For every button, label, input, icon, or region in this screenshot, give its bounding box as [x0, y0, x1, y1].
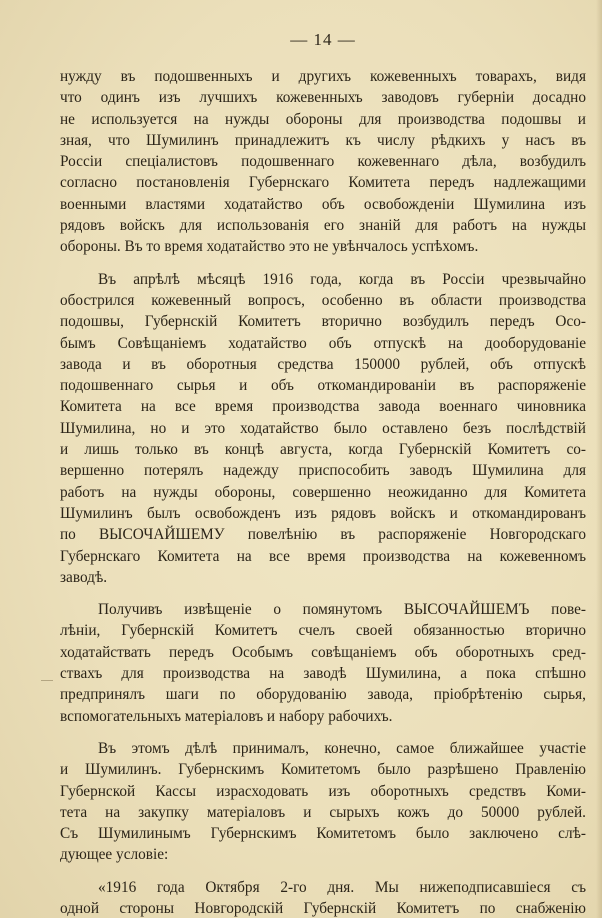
paragraph	[60, 66, 586, 258]
text-line: и лишь только въ концѣ августа, когда Губернскій Комитетъ со-	[60, 441, 586, 459]
body-text	[60, 66, 586, 918]
text-line: лѣніи, Губернскій Комитетъ счелъ своей обязанностью вторично	[60, 622, 586, 640]
text-line: Комитета на все время производства завода военнаго чиновника	[60, 398, 586, 416]
paragraph	[60, 738, 586, 866]
text-line: рядовъ войскъ для использованія его знаній для работъ на нужды	[60, 217, 586, 235]
text-line: заводѣ.	[60, 568, 108, 586]
text-line: предпринялъ шаги по оборудованію завода, пріобрѣтенію сырья,	[60, 686, 586, 704]
text-line: согласно постановленія Губернскаго Комитета передъ надлежащими	[60, 174, 586, 192]
text-line: тета на закупку матеріаловъ и сырыхъ кожъ до 50000 рублей.	[60, 803, 586, 821]
text-line: Губернскаго Комитета на все время производства на кожевенномъ	[60, 547, 586, 565]
text-line: ствахъ для производства на заводѣ Шумилина, а пока спѣшно	[60, 665, 586, 683]
text-line: что одинъ изъ лучшихъ кожевенныхъ заводовъ губерніи досадно	[60, 89, 586, 107]
text-line: вершенно потерялъ надежду приспособить заводъ Шумилина для	[60, 462, 586, 480]
text-line: нужду въ подошвенныхъ и другихъ кожевенныхъ товарахъ, видя	[60, 68, 586, 85]
text-line: Губернской Кассы израсходовать изъ оборотныхъ средствъ Коми-	[60, 782, 586, 800]
text-line: одной стороны Новгородскій Губернскій Комитетъ по снабженію	[60, 899, 586, 917]
text-line: обороны. Въ то время ходатайство это не увѣнчалось успѣхомъ.	[60, 238, 479, 256]
text-line: Шумилина, но и это ходатайство было оставлено безъ послѣдствій	[60, 419, 586, 437]
text-line: по ВЫСОЧАЙШЕМУ повелѣнію въ распоряженіе Новгородскаго	[60, 526, 586, 544]
text-line: и Шумилинъ. Губернскимъ Комитетомъ было разрѣшено Правленію	[60, 761, 586, 779]
text-line: военными властями ходатайство объ освобожденіи Шумилина изъ	[60, 195, 586, 213]
text-line: вспомогательныхъ матеріаловъ и набору рабочихъ.	[60, 707, 393, 725]
page-number: — 14 —	[290, 30, 356, 49]
text-line: Россіи спеціалистовъ подошвеннаго кожевеннаго дѣла, возбудилъ	[60, 153, 586, 171]
text-line: обострился кожевенный вопросъ, особенно въ области производства	[60, 291, 586, 309]
text-line: Съ Шумилинымъ Губернскимъ Комитетомъ было заключено слѣ-	[60, 825, 586, 843]
text-line: не используется на нужды обороны для производства подошвы и	[60, 110, 586, 128]
text-line: подошвы, Губернскій Комитетъ вторично возбудилъ передъ Осо-	[60, 313, 586, 331]
text-line: работъ на нужды обороны, совершенно неожиданно для Комитета	[60, 483, 586, 501]
text-line: ходатайствать передъ Особымъ совѣщаніемъ объ оборотныхъ сред-	[60, 643, 586, 661]
text-line: зная, что Шумилинъ принадлежитъ къ числу рѣдкихъ у насъ въ	[60, 131, 586, 149]
page-edge-shadow	[596, 0, 602, 918]
text-line: дующее условіе:	[60, 846, 169, 864]
text-line: Въ апрѣлѣ мѣсяцѣ 1916 года, когда въ Россіи чрезвычайно	[98, 270, 586, 288]
text-line: завода и въ оборотныя средства 150000 рублей, объ отпускѣ	[60, 355, 586, 373]
paragraph	[60, 269, 586, 588]
text-line: Получивъ извѣщеніе о помянутомъ ВЫСОЧАЙШЕМЪ пове-	[98, 601, 586, 619]
text-line: «1916 года Октября 2-го дня. Мы нижеподписавшiеся съ	[98, 878, 586, 896]
margin-pencil-mark	[41, 680, 53, 681]
text-line: подошвеннаго сырья и объ откомандированіи въ распоряженіе	[60, 377, 586, 395]
text-line: бымъ Совѣщаніемъ ходатайство объ отпускѣ на дооборудованіе	[60, 334, 586, 352]
text-line: Шумилинъ былъ освобожденъ изъ рядовъ войскъ и откомандированъ	[60, 504, 586, 522]
text-line: Въ этомъ дѣлѣ принималъ, конечно, самое ближайшее участіе	[98, 739, 586, 757]
paragraph	[60, 599, 586, 727]
paragraph	[60, 877, 586, 918]
